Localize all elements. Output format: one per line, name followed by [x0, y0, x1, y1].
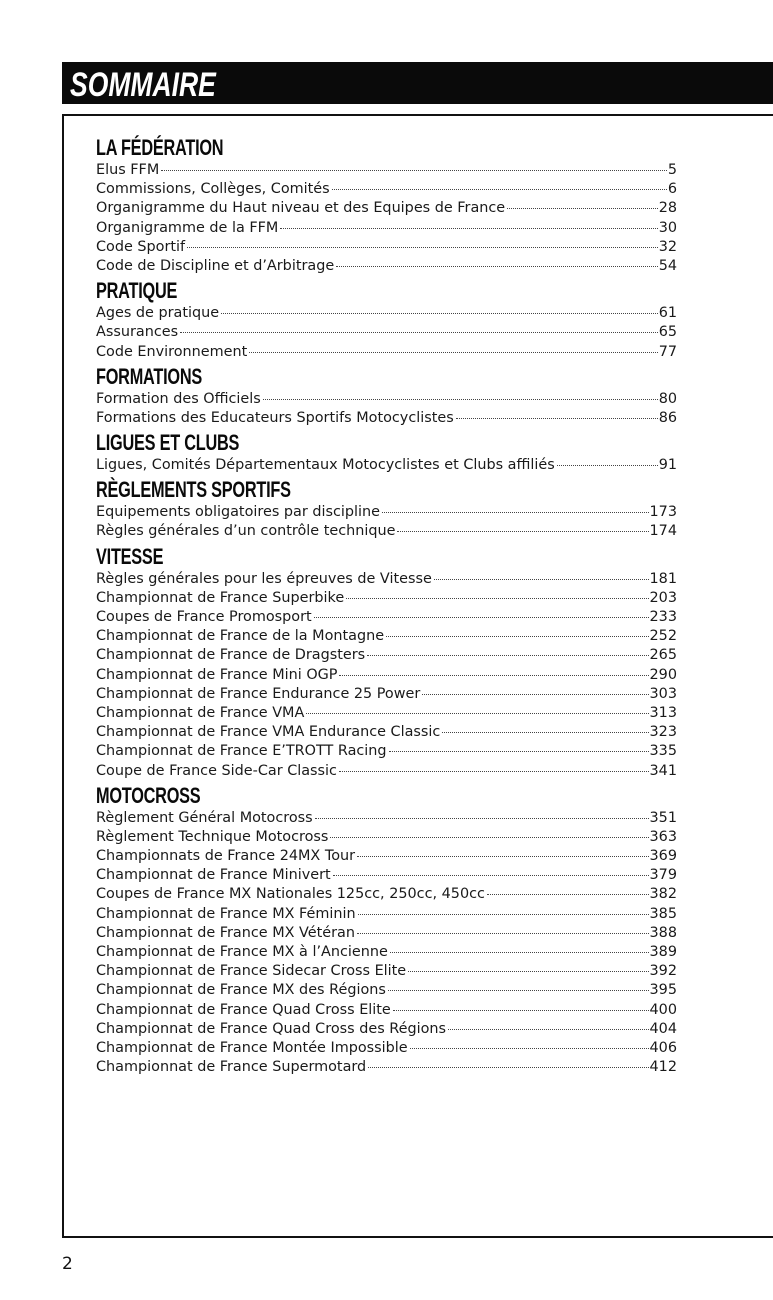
- section-title: LA FÉDÉRATION: [96, 135, 224, 160]
- entry-label: Règles générales pour les épreuves de Vitesse: [96, 570, 432, 587]
- entry-label: Coupe de France Side-Car Classic: [96, 762, 337, 779]
- entry-page-number: 341: [649, 762, 677, 779]
- entry-page-number: 173: [649, 504, 677, 521]
- dot-leader: [339, 761, 649, 772]
- dot-leader: [367, 645, 648, 656]
- entry-label: Championnat de France Montée Impossible: [96, 1039, 408, 1056]
- entry-page-number: 28: [658, 200, 677, 217]
- entry-page-number: 351: [649, 809, 677, 826]
- entry-label: Code Environnement: [96, 343, 248, 360]
- entry-label: Commissions, Collèges, Comités: [96, 181, 330, 198]
- entry-label: Ligues, Comités Départementaux Motocyclistes et Clubs affiliés: [96, 457, 555, 474]
- toc-entry[interactable]: [96, 847, 677, 866]
- toc-entry[interactable]: [96, 809, 677, 828]
- entry-label: Code Sportif: [96, 238, 186, 255]
- toc-section: [96, 428, 677, 475]
- entry-label: Championnat de France E’TROTT Racing: [96, 743, 387, 760]
- toc-section: [96, 781, 677, 1078]
- dot-leader: [408, 961, 648, 972]
- dot-leader: [388, 980, 649, 991]
- entry-page-number: 385: [649, 905, 677, 922]
- entry-label: Coupes de France MX Nationales 125cc, 250cc, 450cc: [96, 886, 485, 903]
- entry-label: Formation des Officiels: [96, 390, 261, 407]
- entry-page-number: 388: [649, 924, 677, 941]
- entry-label: Elus FFM: [96, 162, 160, 178]
- toc-entry[interactable]: [96, 742, 677, 761]
- section-title: LIGUES ET CLUBS: [96, 430, 240, 456]
- dot-leader: [448, 1019, 649, 1030]
- entry-page-number: 323: [649, 724, 677, 741]
- entry-page-number: 303: [649, 685, 677, 702]
- entry-page-number: 290: [649, 666, 677, 683]
- section-title: VITESSE: [96, 543, 164, 569]
- entry-page-number: 32: [658, 238, 677, 255]
- toc-entry[interactable]: [96, 1058, 677, 1077]
- dot-leader: [557, 455, 658, 466]
- dot-leader: [368, 1057, 648, 1068]
- entry-page-number: 395: [649, 982, 677, 999]
- entry-page-number: 406: [649, 1039, 677, 1056]
- entry-page-number: 379: [649, 867, 677, 884]
- dot-leader: [382, 502, 649, 513]
- entry-label: Championnat de France VMA: [96, 704, 305, 721]
- toc-entry[interactable]: [96, 503, 677, 522]
- toc-entry[interactable]: [96, 161, 677, 180]
- entry-page-number: 65: [658, 324, 677, 341]
- dot-leader: [221, 303, 658, 314]
- toc-section: [96, 475, 677, 541]
- entry-label: Assurances: [96, 324, 179, 341]
- toc-entry[interactable]: [96, 589, 677, 608]
- entry-page-number: 54: [658, 257, 677, 274]
- entry-label: Coupes de France Promosport: [96, 609, 312, 625]
- entry-label: Règlement Général Motocross: [96, 809, 313, 826]
- dot-leader: [390, 942, 649, 953]
- entry-page-number: 174: [649, 523, 677, 540]
- toc-section: [96, 276, 677, 362]
- entry-page-number: 400: [649, 1001, 677, 1018]
- toc-entry[interactable]: [96, 304, 677, 323]
- toc-entry[interactable]: [96, 570, 677, 589]
- dot-leader: [333, 865, 649, 876]
- page-number: 2: [62, 1254, 73, 1274]
- entry-page-number: 77: [658, 343, 677, 360]
- toc-entry[interactable]: [96, 704, 677, 723]
- entry-label: Championnat de France MX des Régions: [96, 982, 386, 999]
- entry-label: Championnat de France MX Féminin: [96, 905, 356, 922]
- entry-label: Championnat de France Sidecar Cross Elite: [96, 963, 407, 980]
- entry-page-number: 335: [649, 743, 677, 760]
- dot-leader: [357, 923, 649, 934]
- dot-leader: [180, 322, 658, 333]
- entry-page-number: 363: [649, 828, 677, 845]
- toc-section: [96, 362, 677, 428]
- dot-leader: [358, 904, 649, 915]
- toc-entry[interactable]: [96, 924, 677, 943]
- entry-page-number: 382: [649, 886, 677, 903]
- toc-entry[interactable]: [96, 828, 677, 847]
- dot-leader: [346, 588, 648, 599]
- dot-leader: [410, 1038, 649, 1049]
- toc-entry[interactable]: [96, 257, 677, 276]
- toc-entry[interactable]: [96, 522, 677, 541]
- entry-label: Championnat de France Mini OGP: [96, 666, 338, 683]
- entry-page-number: 86: [658, 409, 677, 426]
- dot-leader: [280, 218, 657, 229]
- entry-page-number: 392: [649, 963, 677, 980]
- entry-label: Championnat de France Quad Cross des Régions: [96, 1020, 447, 1037]
- entry-label: Championnat de France de la Montagne: [96, 628, 385, 645]
- entry-label: Equipements obligatoires par discipline: [96, 504, 380, 521]
- toc-entry[interactable]: [96, 723, 677, 742]
- entry-page-number: 91: [658, 457, 677, 474]
- toc-section: [96, 542, 677, 781]
- entry-page-number: 313: [649, 704, 677, 721]
- dot-leader: [487, 884, 649, 895]
- entry-page-number: 80: [658, 390, 677, 407]
- dot-leader: [386, 626, 648, 637]
- entry-page-number: 389: [649, 944, 677, 960]
- entry-label: Championnat de France MX Vétéran: [96, 924, 355, 941]
- dot-leader: [357, 846, 648, 857]
- entry-page-number: 233: [649, 609, 677, 625]
- entry-label: Championnat de France MX à l’Ancienne: [96, 944, 388, 960]
- toc-entry[interactable]: [96, 343, 677, 362]
- section-title: MOTOCROSS: [96, 782, 201, 808]
- entry-page-number: 203: [649, 589, 677, 606]
- toc-entry[interactable]: [96, 199, 677, 218]
- toc-entry[interactable]: [96, 866, 677, 885]
- dot-leader: [330, 827, 648, 838]
- dot-leader: [263, 389, 658, 400]
- entry-page-number: 412: [649, 1059, 677, 1076]
- toc-entry[interactable]: [96, 962, 677, 981]
- dot-leader: [389, 741, 649, 752]
- toc-entry[interactable]: [96, 1020, 677, 1039]
- dot-leader: [442, 722, 648, 733]
- dot-leader: [434, 569, 649, 580]
- dot-leader: [332, 179, 667, 190]
- entry-page-number: 252: [649, 628, 677, 645]
- dot-leader: [422, 684, 648, 695]
- toc-entry[interactable]: [96, 608, 677, 627]
- entry-page-number: 181: [649, 570, 677, 587]
- toc-entry[interactable]: [96, 1001, 677, 1020]
- dot-leader: [397, 521, 648, 532]
- toc-entry[interactable]: [96, 762, 677, 781]
- entry-label: Championnat de France Quad Cross Elite: [96, 1001, 391, 1018]
- table-of-contents: [96, 133, 677, 1077]
- entry-page-number: 61: [658, 305, 677, 322]
- toc-entry[interactable]: [96, 219, 677, 238]
- toc-entry[interactable]: [96, 238, 677, 257]
- entry-page-number: 5: [667, 162, 677, 178]
- dot-leader: [456, 408, 658, 419]
- entry-label: Formations des Educateurs Sportifs Motocyclistes: [96, 409, 454, 426]
- entry-page-number: 404: [649, 1020, 677, 1037]
- dot-leader: [315, 808, 649, 819]
- dot-leader: [249, 342, 657, 353]
- dot-leader: [161, 160, 667, 171]
- dot-leader: [314, 607, 649, 618]
- entry-label: Règles générales d’un contrôle technique: [96, 523, 396, 540]
- dot-leader: [336, 256, 658, 267]
- entry-label: Championnats de France 24MX Tour: [96, 848, 356, 865]
- entry-label: Organigramme de la FFM: [96, 219, 279, 236]
- toc-entry[interactable]: [96, 409, 677, 428]
- entry-label: Organigramme du Haut niveau et des Equipes de France: [96, 200, 506, 217]
- toc-entry[interactable]: [96, 666, 677, 685]
- toc-entry[interactable]: [96, 646, 677, 665]
- toc-section: [96, 133, 677, 276]
- page-title: SOMMAIRE: [70, 66, 216, 104]
- entry-label: Championnat de France Supermotard: [96, 1059, 367, 1076]
- toc-entry[interactable]: [96, 456, 677, 475]
- toc-entry[interactable]: [96, 685, 677, 704]
- entry-label: Championnat de France de Dragsters: [96, 647, 366, 664]
- dot-leader: [339, 665, 648, 676]
- toc-entry[interactable]: [96, 180, 677, 199]
- section-title: RÈGLEMENTS SPORTIFS: [96, 477, 291, 503]
- entry-page-number: 265: [649, 647, 677, 664]
- entry-label: Championnat de France Superbike: [96, 589, 345, 606]
- entry-page-number: 6: [667, 181, 677, 198]
- toc-entry[interactable]: [96, 323, 677, 342]
- toc-entry[interactable]: [96, 981, 677, 1000]
- section-title: FORMATIONS: [96, 363, 203, 389]
- entry-label: Championnat de France Minivert: [96, 867, 331, 884]
- dot-leader: [393, 1000, 649, 1011]
- toc-entry[interactable]: [96, 905, 677, 924]
- toc-entry[interactable]: [96, 390, 677, 409]
- entry-label: Code de Discipline et d’Arbitrage: [96, 257, 335, 274]
- entry-label: Ages de pratique: [96, 305, 220, 322]
- toc-entry[interactable]: [96, 1039, 677, 1058]
- section-title: PRATIQUE: [96, 278, 178, 304]
- entry-page-number: 369: [649, 848, 677, 865]
- dot-leader: [306, 703, 648, 714]
- entry-label: Règlement Technique Motocross: [96, 828, 329, 845]
- toc-entry[interactable]: [96, 943, 677, 962]
- dot-leader: [187, 237, 658, 248]
- dot-leader: [507, 198, 658, 209]
- entry-label: Championnat de France VMA Endurance Classic: [96, 724, 441, 741]
- toc-entry[interactable]: [96, 885, 677, 904]
- toc-entry[interactable]: [96, 627, 677, 646]
- entry-label: Championnat de France Endurance 25 Power: [96, 685, 421, 702]
- entry-page-number: 30: [658, 219, 677, 236]
